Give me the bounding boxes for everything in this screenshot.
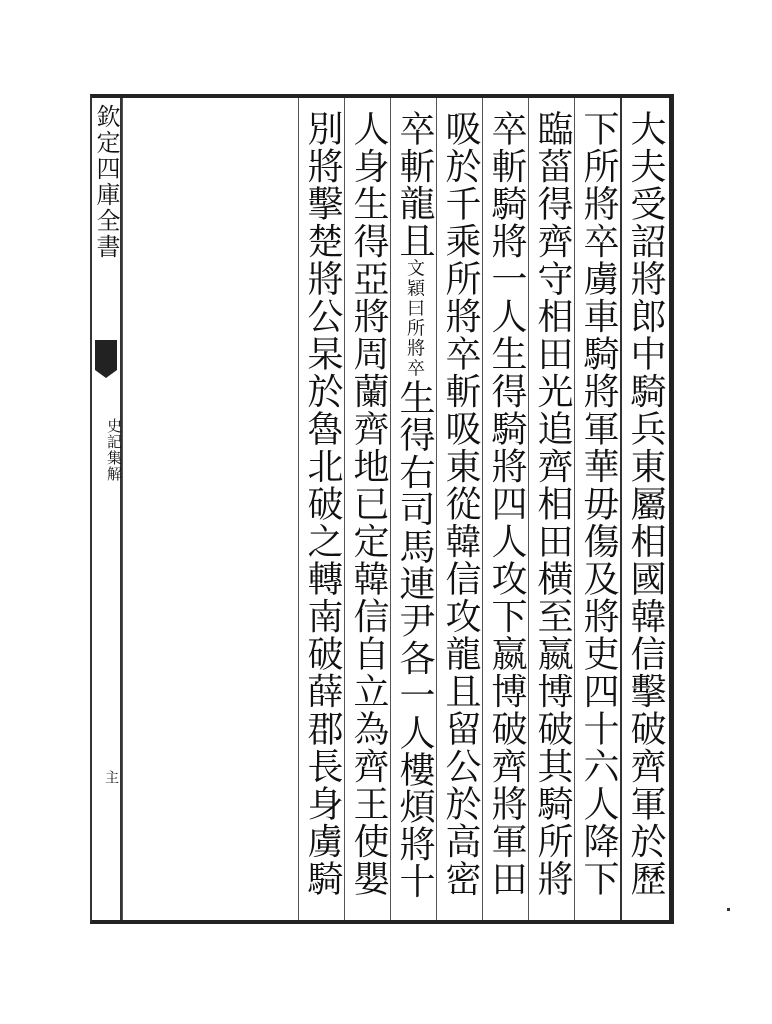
column-text — [391, 110, 437, 900]
column-text: 吸於千乘所將卒斬吸東從韓信攻龍且留公於高密 — [440, 110, 481, 898]
fishtail-mark-icon — [95, 340, 117, 370]
column-text: 臨菑得齊守相田光追齊相田横至嬴博破其騎所將 — [532, 110, 573, 898]
text-column-5 — [436, 98, 482, 920]
text-column-7 — [344, 98, 390, 920]
text-column-3 — [528, 98, 574, 920]
blank-column-area — [122, 98, 298, 920]
column-text: 下所將卒虜車騎將軍華毋傷及將吏四十六人降下 — [578, 110, 619, 898]
margin-book-title: 史記集解 — [105, 418, 123, 482]
margin-title: 欽定四庫全書 — [92, 104, 120, 260]
scan-speck — [727, 908, 730, 911]
column-text-before: 卒斬龍且 — [394, 110, 435, 259]
text-column-6 — [390, 98, 436, 920]
margin-strip — [92, 98, 122, 920]
column-text-after: 生得右司馬連尹各一人樓煩將十 — [394, 378, 435, 900]
page-frame — [90, 94, 674, 924]
text-column-2 — [574, 98, 620, 920]
commentary-annotation: 文穎曰所將卒 — [404, 258, 425, 379]
column-text: 別將擊楚將公杲於魯北破之轉南破薛郡長身虜騎 — [302, 110, 343, 898]
text-column-8 — [298, 98, 344, 920]
text-column-1 — [620, 98, 666, 920]
text-column-4 — [482, 98, 528, 920]
column-text: 人身生得亞將周蘭齊地已定韓信自立為齊王使嬰 — [348, 110, 389, 898]
column-text: 大夫受詔將郎中騎兵東屬相國韓信擊破齊軍於歷 — [625, 110, 666, 898]
margin-page-number: 主 — [103, 770, 119, 784]
column-text: 卒斬騎將一人生得騎將四人攻下嬴博破齊將軍田 — [486, 110, 527, 898]
